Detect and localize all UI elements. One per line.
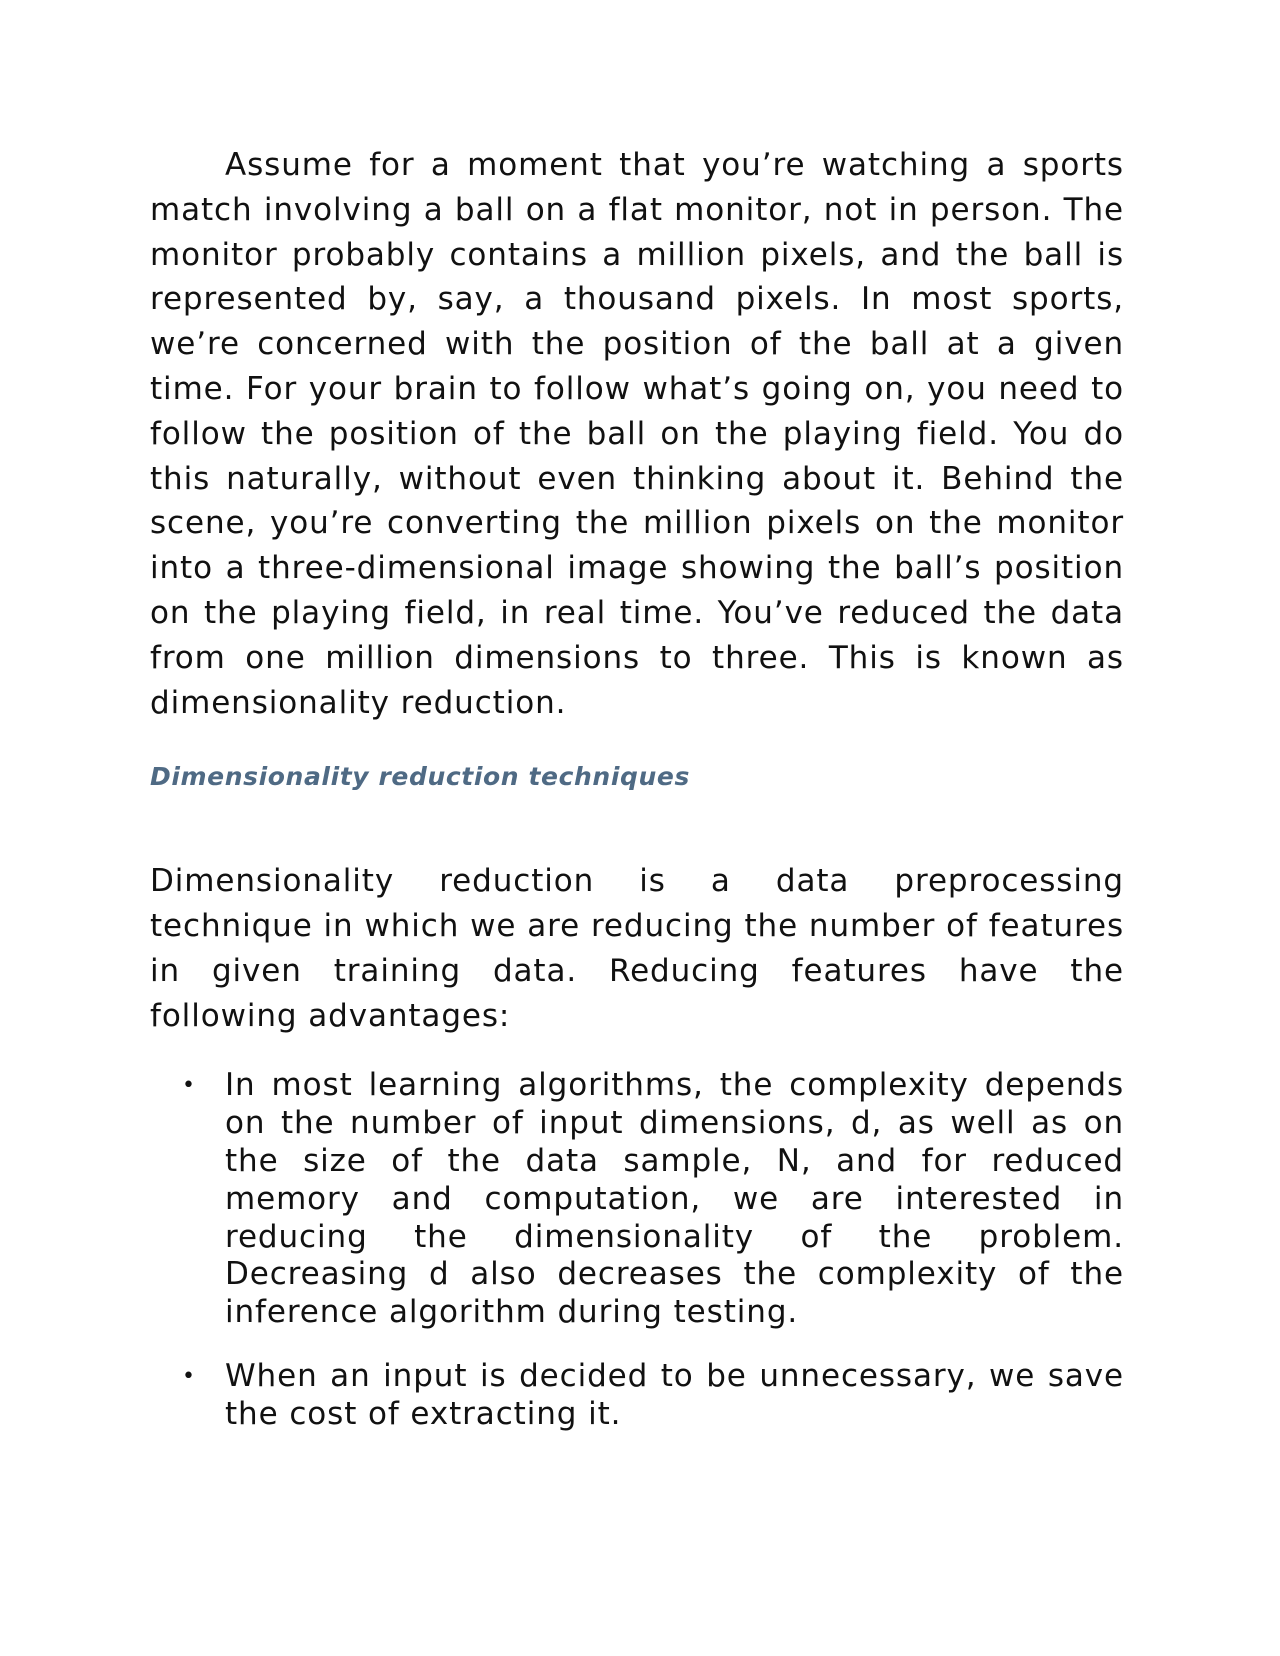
- list-item-text: When an input is decided to be unnecessary, we save the cost of extracting it.: [225, 1357, 1124, 1432]
- bullet-icon: •: [182, 1073, 196, 1099]
- list-item: [150, 1067, 1124, 1332]
- list-item: [150, 1358, 1124, 1434]
- advantages-list: [150, 1067, 1124, 1433]
- list-item-text: In most learning algorithms, the complexity depends on the number of input dimensions, d, as well as on the size of the data sample, N, and for reduced memory and computation, we are interested in reducing the dimensionality of the problem. Decreasing d also decreases the complexity of the inference algorithm during testing.: [225, 1067, 1124, 1331]
- section-heading: Dimensionality reduction techniques: [150, 762, 690, 792]
- document-page: [150, 143, 1124, 1434]
- section-paragraph: Dimensionality reduction is a data preprocessing technique in which we are reducing the number of features in given training data. Reducing features have the following advantages:: [150, 863, 1124, 1035]
- bullet-icon: •: [182, 1363, 196, 1389]
- intro-paragraph: Assume for a moment that you’re watching a sports match involving a ball on a flat monitor, not in person. The monitor probably contains a million pixels, and the ball is represented by, say, a thousand pixels. In most sports, we’re concerned with the position of the ball at a given time. For your brain to follow what’s going on, you need to follow the position of the ball on the playing field. You do this naturally, without even thinking about it. Behind the scene, you’re converting the million pixels on the monitor into a three-dimensional image showing the ball’s position on the playing field, in real time. You’ve reduced the data from one million dimensions to three. This is known as dimensionality reduction.: [150, 147, 1124, 721]
